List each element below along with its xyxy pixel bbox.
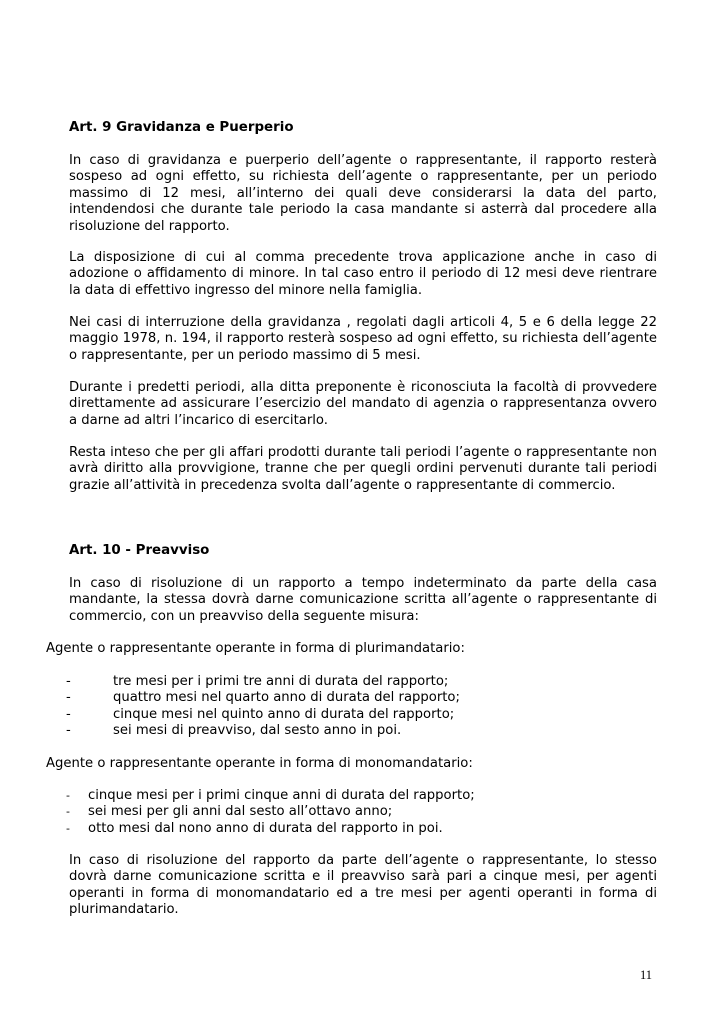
art9-paragraph-3: Nei casi di interruzione della gravidanza , regolati dagli articoli 4, 5 e 6 della legge 22 maggio 1978, n. 194, il rapporto resterà sospeso ad ogni effetto, su richiesta dell’agente o rappresentante, per un periodo massimo di 5 mesi.	[69, 315, 657, 363]
list-item-text: cinque mesi nel quinto anno di durata del rapporto;	[113, 706, 455, 722]
art9-paragraph-2: La disposizione di cui al comma precedente trova applicazione anche in caso di adozione o affidamento di minore. In tal caso entro il periodo di 12 mesi deve rientrare la data di effettivo ingresso del minore nella famiglia.	[69, 250, 657, 298]
dash-bullet: -	[66, 821, 70, 835]
art10-intro-paragraph: In caso di risoluzione di un rapporto a tempo indeterminato da parte della casa mandante, la stessa dovrà darne comunicazione scritta all’agente o rappresentante di commercio, con un preavviso della seguente misura:	[69, 576, 657, 624]
list-item	[66, 821, 475, 837]
dash-bullet: -	[66, 674, 71, 689]
art9-paragraph-5: Resta inteso che per gli affari prodotti durante tali periodi l’agente o rappresentante non avrà diritto alla provvigione, tranne che per quegli ordini pervenuti durante tali periodi grazie all’attività in precedenza svolta dall’agente o rappresentante di commercio.	[69, 445, 657, 493]
list-item	[66, 674, 460, 690]
art9-paragraph-1: In caso di gravidanza e puerperio dell’agente o rappresentante, il rapporto resterà sospeso ad ogni effetto, su richiesta dell’agente o rappresentante, per un periodo massimo di 12 mesi, all’interno dei quali deve considerarsi la data del parto, intendendosi che durante tale periodo la casa mandante si asterrà dal procedere alla risoluzione del rapporto.	[69, 153, 657, 234]
dash-bullet: -	[66, 690, 71, 706]
list-item-text: otto mesi dal nono anno di durata del rapporto in poi.	[88, 820, 443, 836]
dash-bullet: -	[66, 706, 71, 722]
monomandatario-list	[66, 788, 475, 837]
list-item	[66, 707, 460, 723]
dash-bullet: -	[66, 723, 71, 739]
list-item-text: tre mesi per i primi tre anni di durata del rapporto;	[113, 674, 449, 689]
article-10-heading: Art. 10 - Preavviso	[69, 543, 210, 558]
plurimandatario-list	[66, 674, 460, 740]
art10-closing-paragraph: In caso di risoluzione del rapporto da parte dell’agente o rappresentante, lo stesso dovrà darne comunicazione scritta e il preavviso sarà pari a cinque mesi, per agenti operanti in forma di monomandatario ed a tre mesi per agenti operanti in forma di plurimandatario.	[69, 853, 657, 918]
list-item	[66, 690, 460, 706]
list-item	[66, 723, 460, 739]
monomandatario-label: Agente o rappresentante operante in forma di monomandatario:	[46, 756, 473, 771]
plurimandatario-label: Agente o rappresentante operante in forma di plurimandatario:	[46, 641, 465, 656]
list-item-text: sei mesi per gli anni dal sesto all’ottavo anno;	[88, 804, 393, 820]
dash-bullet: -	[66, 805, 70, 819]
list-item-text: cinque mesi per i primi cinque anni di durata del rapporto;	[88, 788, 475, 803]
page-number: 11	[640, 968, 653, 982]
dash-bullet: -	[66, 789, 70, 802]
list-item	[66, 804, 475, 820]
art9-paragraph-4: Durante i predetti periodi, alla ditta preponente è riconosciuta la facoltà di provvedere direttamente ad assicurare l’esercizio del mandato di agenzia o rappresentanza ovvero a darne ad altri l’incarico di esercitarlo.	[69, 380, 657, 428]
list-item-text: quattro mesi nel quarto anno di durata del rapporto;	[113, 690, 460, 706]
list-item-text: sei mesi di preavviso, dal sesto anno in poi.	[113, 723, 402, 739]
list-item	[66, 788, 475, 804]
article-9-heading: Art. 9 Gravidanza e Puerperio	[69, 120, 294, 135]
